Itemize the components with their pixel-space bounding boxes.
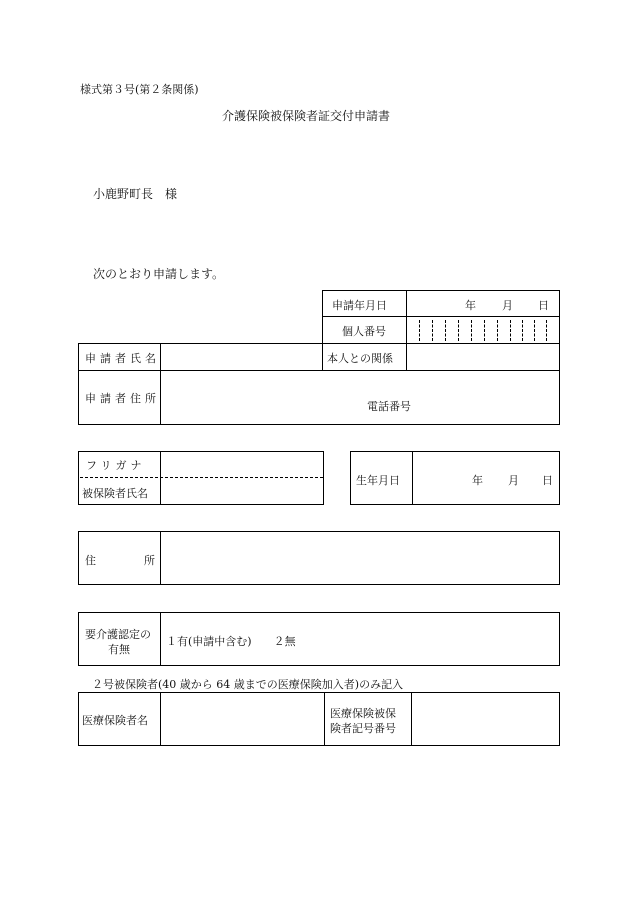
month-label: 月 [502, 299, 513, 312]
relationship-field[interactable] [407, 344, 559, 370]
address-label-1: 住 [85, 554, 96, 567]
insurer-label: 医療保険者名 [82, 714, 148, 727]
care-cert-label-1: 要介護認定の [85, 628, 151, 641]
care-cert-label-2: 有無 [108, 643, 130, 656]
address-label-2: 所 [144, 554, 155, 567]
year-label: 年 [465, 299, 476, 312]
care-cert-options[interactable]: １有(申請中含む) ２無 [166, 635, 296, 648]
applicant-address-label: 申請者住所 [85, 392, 160, 405]
recipient: 小鹿野町長 様 [93, 187, 178, 201]
birthdate-label: 生年月日 [356, 474, 400, 487]
insured-name-field[interactable] [161, 479, 323, 504]
phone-label: 電話番号 [367, 400, 411, 413]
furigana-label: フリガナ [86, 459, 146, 472]
applicant-name-label: 申請者氏名 [85, 352, 160, 365]
furigana-field[interactable] [161, 452, 323, 476]
individual-number-field[interactable] [407, 317, 559, 343]
relationship-label: 本人との関係 [327, 352, 393, 365]
birthdate-field[interactable] [413, 452, 559, 504]
form-title: 介護保険被保険者証交付申請書 [222, 109, 391, 123]
day-label: 日 [538, 299, 549, 312]
application-date-label: 申請年月日 [332, 299, 387, 312]
applicant-address-field[interactable] [161, 371, 559, 424]
intro-text: 次のとおり申請します。 [93, 267, 225, 281]
relation-left [322, 343, 323, 371]
insured-symbol-field[interactable] [412, 693, 559, 745]
address-field[interactable] [161, 532, 559, 584]
birth-month-label: 月 [508, 474, 519, 487]
symbol-label-1: 医療保険被保 [330, 707, 396, 720]
insured-name-label: 被保険者氏名 [82, 487, 148, 500]
form-number: 様式第３号(第２条関係) [80, 83, 199, 96]
care-cert-divider [160, 612, 161, 666]
birth-day-label: 日 [542, 474, 553, 487]
individual-number-label: 個人番号 [342, 325, 386, 338]
furigana-divider [80, 477, 323, 478]
application-date-field[interactable] [407, 291, 559, 316]
birth-year-label: 年 [472, 474, 483, 487]
applicant-name-field[interactable] [161, 344, 321, 370]
insurer-name-field[interactable] [161, 693, 323, 745]
symbol-left-divider [324, 692, 325, 746]
symbol-label-2: 険者記号番号 [330, 722, 396, 735]
type2-note: ２号被保険者(40 歳から 64 歳までの医療保険加入者)のみ記入 [92, 678, 404, 691]
